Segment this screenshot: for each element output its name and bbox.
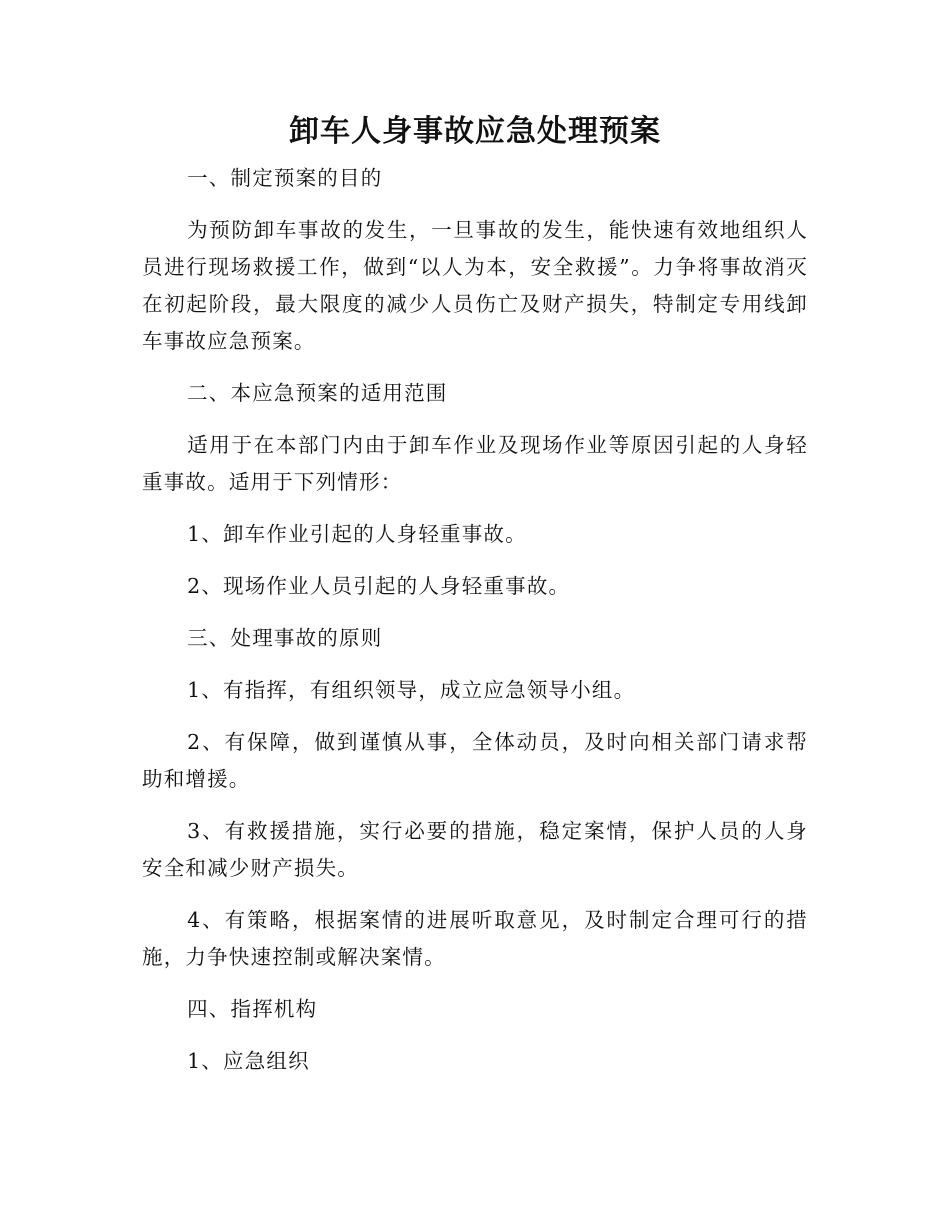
section-heading-scope: 二、本应急预案的适用范围 [187,381,448,405]
list-item-principle-1: 1、有指挥，有组织领导，成立应急领导小组。 [187,678,636,702]
list-item-scope-1: 1、卸车作业引起的人身轻重事故。 [187,522,527,546]
list-item-scope-2: 2、现场作业人员引起的人身轻重事故。 [187,574,571,598]
section-heading-principles: 三、处理事故的原则 [187,626,383,650]
list-item-principle-4: 4、有策略，根据案情的进展听取意见，及时制定合理可行的措施，力争快速控制或解决案情。 [142,908,808,969]
document-title: 卸车人身事故应急处理预案 [289,114,661,149]
list-item-principle-3: 3、有救援措施，实行必要的措施，稳定案情，保护人员的人身安全和减少财产损失。 [142,819,808,880]
paragraph-scope-body: 适用于在本部门内由于卸车作业及现场作业等原因引起的人身轻重事故。适用于下列情形： [142,433,808,494]
paragraph-purpose-body: 为预防卸车事故的发生，一旦事故的发生，能快速有效地组织人员进行现场救援工作，做到“以人为本，安全救援”。力争将事故消灭在初起阶段，最大限度的减少人员伤亡及财产损失，特制定专用线卸车事故应急预案。 [142,218,808,353]
list-item-command-1: 1、应急组织 [187,1049,310,1073]
section-heading-command: 四、指挥机构 [187,997,318,1021]
section-heading-purpose: 一、制定预案的目的 [187,166,383,190]
list-item-principle-2: 2、有保障，做到谨慎从事，全体动员，及时向相关部门请求帮助和增援。 [142,730,808,791]
